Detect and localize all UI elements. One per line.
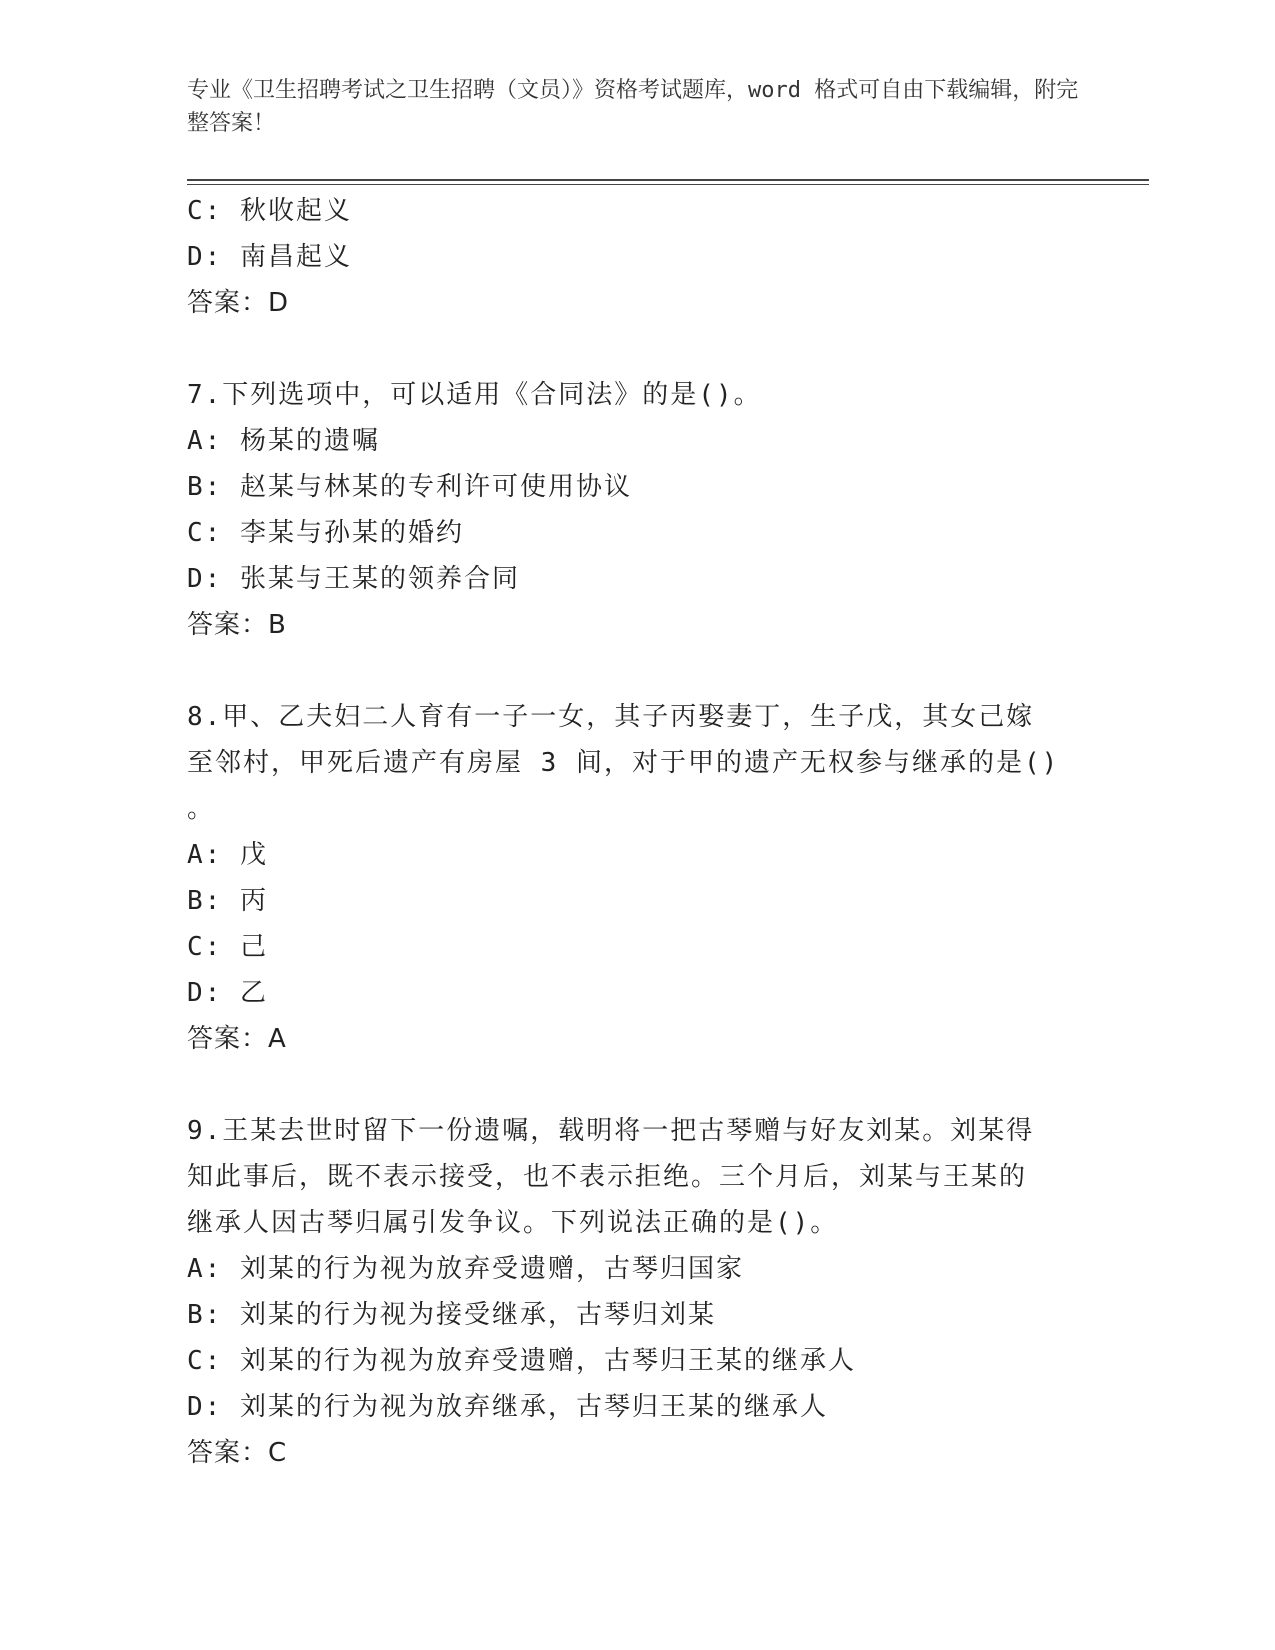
answer: 答案：D bbox=[187, 288, 290, 318]
spacer bbox=[187, 326, 1067, 372]
option-d: D: 乙 bbox=[187, 978, 268, 1008]
spacer bbox=[187, 1062, 1067, 1108]
header-divider-thin bbox=[187, 184, 1149, 185]
option-b: B: 赵某与林某的专利许可使用协议 bbox=[187, 472, 632, 502]
option-a: A: 杨某的遗嘱 bbox=[187, 426, 380, 456]
question-6 bbox=[187, 188, 1067, 326]
question-stem-line-1: 8.甲、乙夫妇二人育有一子一女，其子丙娶妻丁，生子戊，其女己嫁 bbox=[187, 702, 1035, 732]
option-d: D: 张某与王某的领养合同 bbox=[187, 564, 520, 594]
question-stem-line-3: 继承人因古琴归属引发争议。下列说法正确的是()。 bbox=[187, 1208, 839, 1238]
question-stem-line-3: 。 bbox=[187, 794, 216, 824]
option-d: D: 刘某的行为视为放弃继承，古琴归王某的继承人 bbox=[187, 1392, 828, 1422]
answer: 答案：A bbox=[187, 1024, 287, 1054]
answer: 答案：B bbox=[187, 610, 287, 640]
spacer bbox=[187, 648, 1067, 694]
option-b: B: 丙 bbox=[187, 886, 268, 916]
question-stem-line-1: 9.王某去世时留下一份遗嘱，载明将一把古琴赠与好友刘某。刘某得 bbox=[187, 1116, 1035, 1146]
option-c: C: 刘某的行为视为放弃受遗赠，古琴归王某的继承人 bbox=[187, 1346, 856, 1376]
option-d: D: 南昌起义 bbox=[187, 242, 352, 272]
page-header bbox=[187, 74, 1087, 140]
question-7 bbox=[187, 372, 1067, 648]
question-stem-line-2: 知此事后，既不表示接受，也不表示拒绝。三个月后，刘某与王某的 bbox=[187, 1162, 1028, 1192]
question-stem: 7.下列选项中，可以适用《合同法》的是()。 bbox=[187, 380, 762, 410]
question-8 bbox=[187, 694, 1067, 1062]
question-list bbox=[187, 188, 1067, 1476]
question-stem-line-2: 至邻村，甲死后遗产有房屋 3 间，对于甲的遗产无权参与继承的是() bbox=[187, 748, 1060, 778]
option-a: A: 刘某的行为视为放弃受遗赠，古琴归国家 bbox=[187, 1254, 744, 1284]
question-9 bbox=[187, 1108, 1067, 1476]
answer: 答案：C bbox=[187, 1438, 288, 1468]
header-divider-thick bbox=[187, 179, 1149, 181]
option-c: C: 秋收起义 bbox=[187, 196, 352, 226]
header-text: 专业《卫生招聘考试之卫生招聘（文员）》资格考试题库，word 格式可自由下载编辑，附完整答案！ bbox=[187, 78, 1079, 136]
option-a: A: 戊 bbox=[187, 840, 268, 870]
option-c: C: 李某与孙某的婚约 bbox=[187, 518, 464, 548]
option-b: B: 刘某的行为视为接受继承，古琴归刘某 bbox=[187, 1300, 716, 1330]
option-c: C: 己 bbox=[187, 932, 268, 962]
